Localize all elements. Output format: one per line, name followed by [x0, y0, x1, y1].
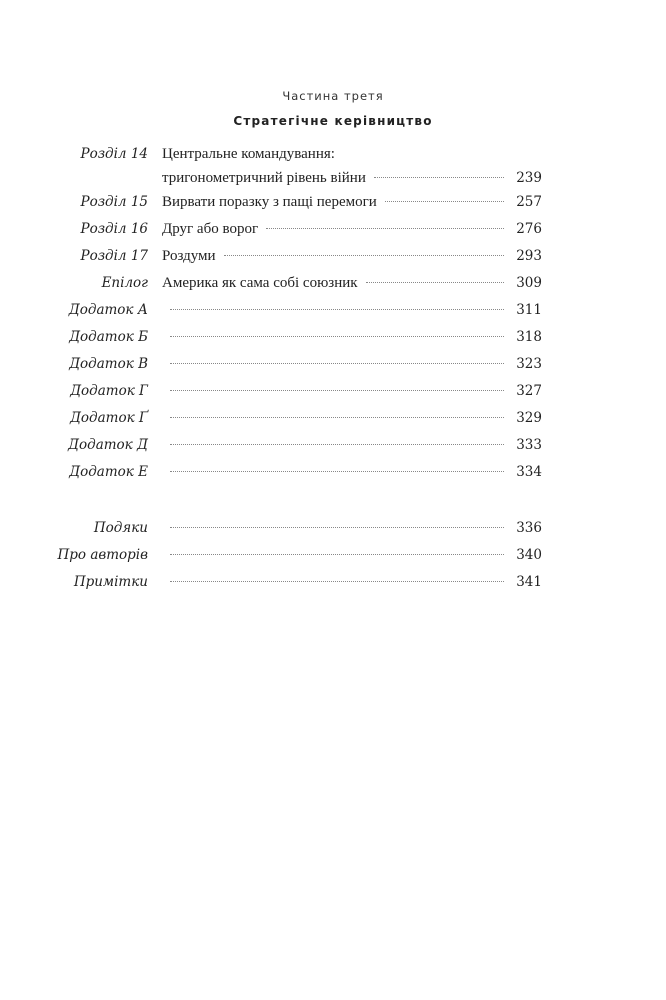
toc-entry-label: Епілог: [101, 275, 148, 291]
toc-entry-title: Вирвати поразку з пащі перемоги: [162, 194, 377, 210]
toc-entry-label: Додаток В: [69, 356, 148, 372]
toc-entry[interactable]: [0, 464, 666, 491]
dot-leader: [170, 444, 504, 445]
toc-entry[interactable]: [0, 248, 666, 275]
toc-entry-page: 311: [516, 302, 542, 318]
toc-entry[interactable]: [0, 356, 666, 383]
dot-leader: [170, 417, 504, 418]
toc-entry-title: Америка як сама собі союзник: [162, 275, 358, 291]
table-of-contents: [0, 146, 666, 601]
dot-leader: [385, 201, 504, 202]
dot-leader: [170, 471, 504, 472]
toc-entry-label: Розділ 14: [80, 146, 148, 162]
toc-entry[interactable]: [0, 437, 666, 464]
dot-leader: [366, 282, 504, 283]
toc-entry-label: Додаток Д: [68, 437, 148, 453]
toc-entry-label: Додаток Г: [70, 383, 148, 399]
toc-entry-page: 340: [516, 547, 542, 563]
dot-leader: [170, 581, 504, 582]
toc-entry-label: Про авторів: [57, 547, 148, 563]
toc-entry[interactable]: [0, 221, 666, 248]
toc-entry[interactable]: [0, 302, 666, 329]
dot-leader: [170, 336, 504, 337]
dot-leader: [224, 255, 504, 256]
toc-entry-page: 333: [516, 437, 542, 453]
toc-entry-page: 327: [516, 383, 542, 399]
toc-entry-page: 239: [516, 170, 542, 186]
toc-entry-page: 341: [516, 574, 542, 590]
part-title: Стратегічне керівництво: [233, 114, 433, 128]
toc-entry-page: 336: [516, 520, 542, 536]
toc-entry-title-line1: Центральне командування:: [162, 146, 335, 162]
toc-entry-label: Розділ 17: [80, 248, 148, 264]
dot-leader: [170, 527, 504, 528]
dot-leader: [374, 177, 504, 178]
toc-entry-page: 293: [516, 248, 542, 264]
toc-entry-title: Друг або ворог: [162, 221, 259, 237]
toc-entry[interactable]: [0, 547, 666, 574]
dot-leader: [170, 554, 504, 555]
toc-entry[interactable]: [0, 574, 666, 601]
toc-entry-label: Подяки: [93, 520, 148, 536]
toc-entry[interactable]: [0, 383, 666, 410]
toc-entry[interactable]: [0, 410, 666, 437]
dot-leader: [170, 363, 504, 364]
toc-entry-title: Роздуми: [162, 248, 216, 264]
toc-entry[interactable]: [0, 275, 666, 302]
dot-leader: [170, 309, 504, 310]
toc-entry-page: 329: [516, 410, 542, 426]
toc-entry-label: Примітки: [73, 574, 148, 590]
toc-entry-page: 318: [516, 329, 542, 345]
toc-entry-page: 323: [516, 356, 542, 372]
part-label: Частина третя: [282, 89, 384, 103]
toc-entry-label: Додаток А: [68, 302, 148, 318]
dot-leader: [266, 228, 504, 229]
toc-entry[interactable]: [0, 329, 666, 356]
toc-entry-page: 276: [516, 221, 542, 237]
toc-entry[interactable]: [0, 194, 666, 221]
toc-entry[interactable]: [0, 520, 666, 547]
toc-entry[interactable]: [0, 146, 666, 194]
toc-entry-label: Додаток Б: [69, 329, 148, 345]
toc-entry-label: Розділ 16: [80, 221, 148, 237]
toc-entry-label: Розділ 15: [80, 194, 148, 210]
toc-entry-page: 334: [516, 464, 542, 480]
toc-entry-page: 309: [516, 275, 542, 291]
toc-entry-title: тригонометричний рівень війни: [162, 170, 366, 186]
toc-entry-label: Додаток Е: [69, 464, 148, 480]
dot-leader: [170, 390, 504, 391]
toc-entry-page: 257: [516, 194, 542, 210]
toc-entry-label: Додаток Ґ: [69, 410, 148, 426]
